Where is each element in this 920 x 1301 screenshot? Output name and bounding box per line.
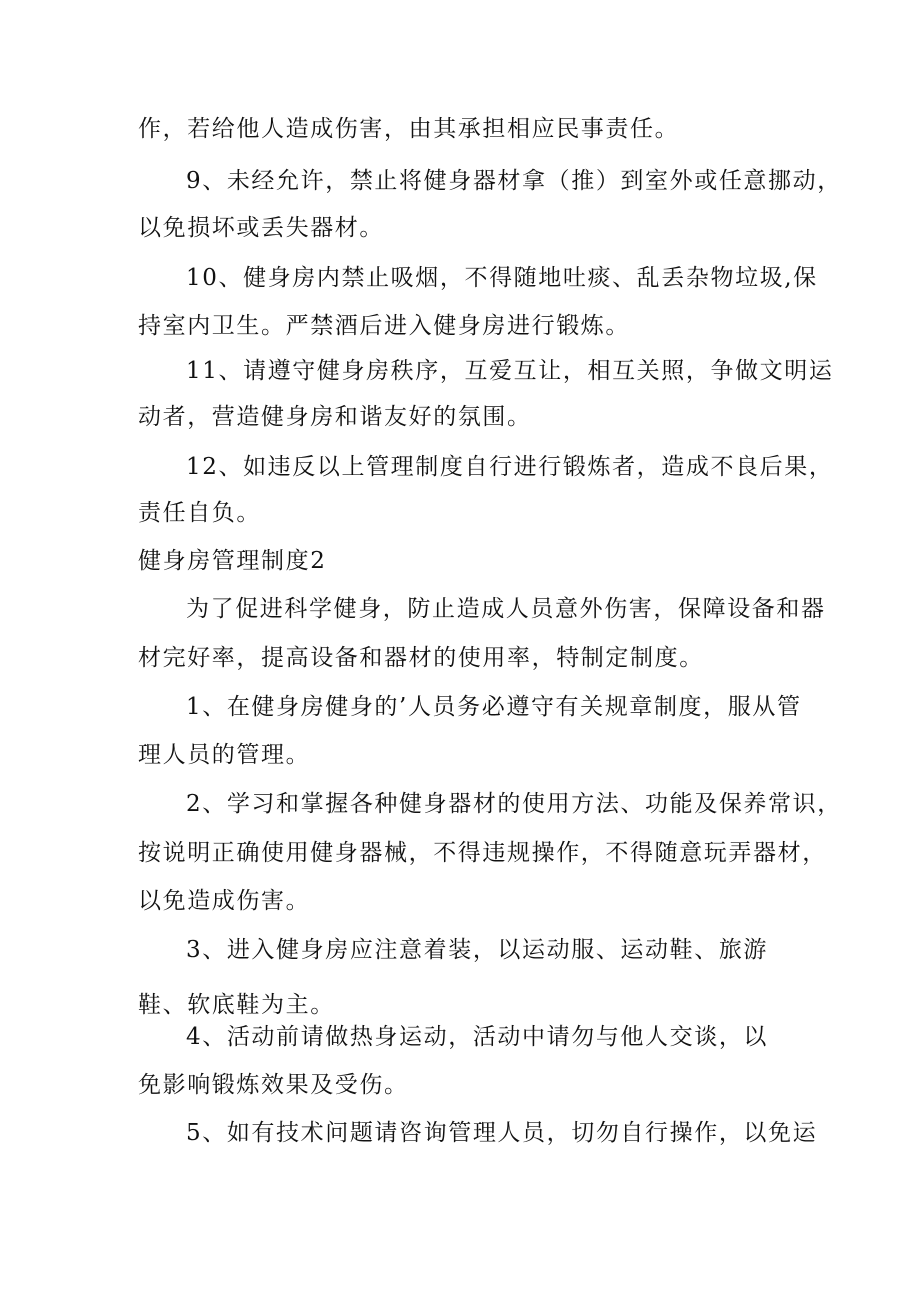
text-line: 11、请遵守健身房秩序，互爱互让，相互关照，争做文明运 (186, 358, 834, 384)
text-line: 4、活动前请做热身运动，活动中请勿与他人交谈，以 (186, 1024, 769, 1050)
text-line: 5、如有技术问题请咨询管理人员，切勿自行操作，以免运 (186, 1120, 818, 1146)
text-line: 3、进入健身房应注意着装，以运动服、运动鞋、旅游 (186, 937, 769, 963)
text-line: 12、如违反以上管理制度自行进行锻炼者，造成不良后果， (186, 454, 834, 480)
text-line: 免影响锻炼效果及受伤。 (138, 1072, 409, 1098)
section-heading: 健身房管理制度2 (138, 548, 327, 574)
text-line: 责任自负。 (138, 500, 261, 526)
text-line: 鞋、软底鞋为主。 (138, 992, 335, 1018)
text-line: 为了促进科学健身，防止造成人员意外伤害，保障设备和器 (186, 596, 826, 622)
text-line: 9、未经允许，禁止将健身器材拿（推）到室外或任意挪动， (186, 168, 842, 194)
text-line: 材完好率，提高设备和器材的使用率，特制定制度。 (138, 645, 704, 671)
text-line: 动者，营造健身房和谐友好的氛围。 (138, 404, 532, 430)
text-line: 按说明正确使用健身器械，不得违规操作，不得随意玩弄器材， (138, 840, 827, 866)
text-line: 作，若给他人造成伤害，由其承担相应民事责任。 (138, 116, 680, 142)
text-line: 10、健身房内禁止吸烟，不得随地吐痰、乱丢杂物垃圾,保 (186, 265, 818, 291)
text-line: 以免造成伤害。 (138, 888, 311, 914)
text-line: 理人员的管理。 (138, 742, 311, 768)
text-line: 以免损坏或丢失器材。 (138, 215, 384, 241)
text-line: 1、在健身房健身的’人员务必遵守有关规章制度，服从管 (186, 694, 802, 720)
text-line: 持室内卫生。严禁酒后进入健身房进行锻炼。 (138, 313, 630, 339)
text-line: 2、学习和掌握各种健身器材的使用方法、功能及保养常识， (186, 791, 842, 817)
